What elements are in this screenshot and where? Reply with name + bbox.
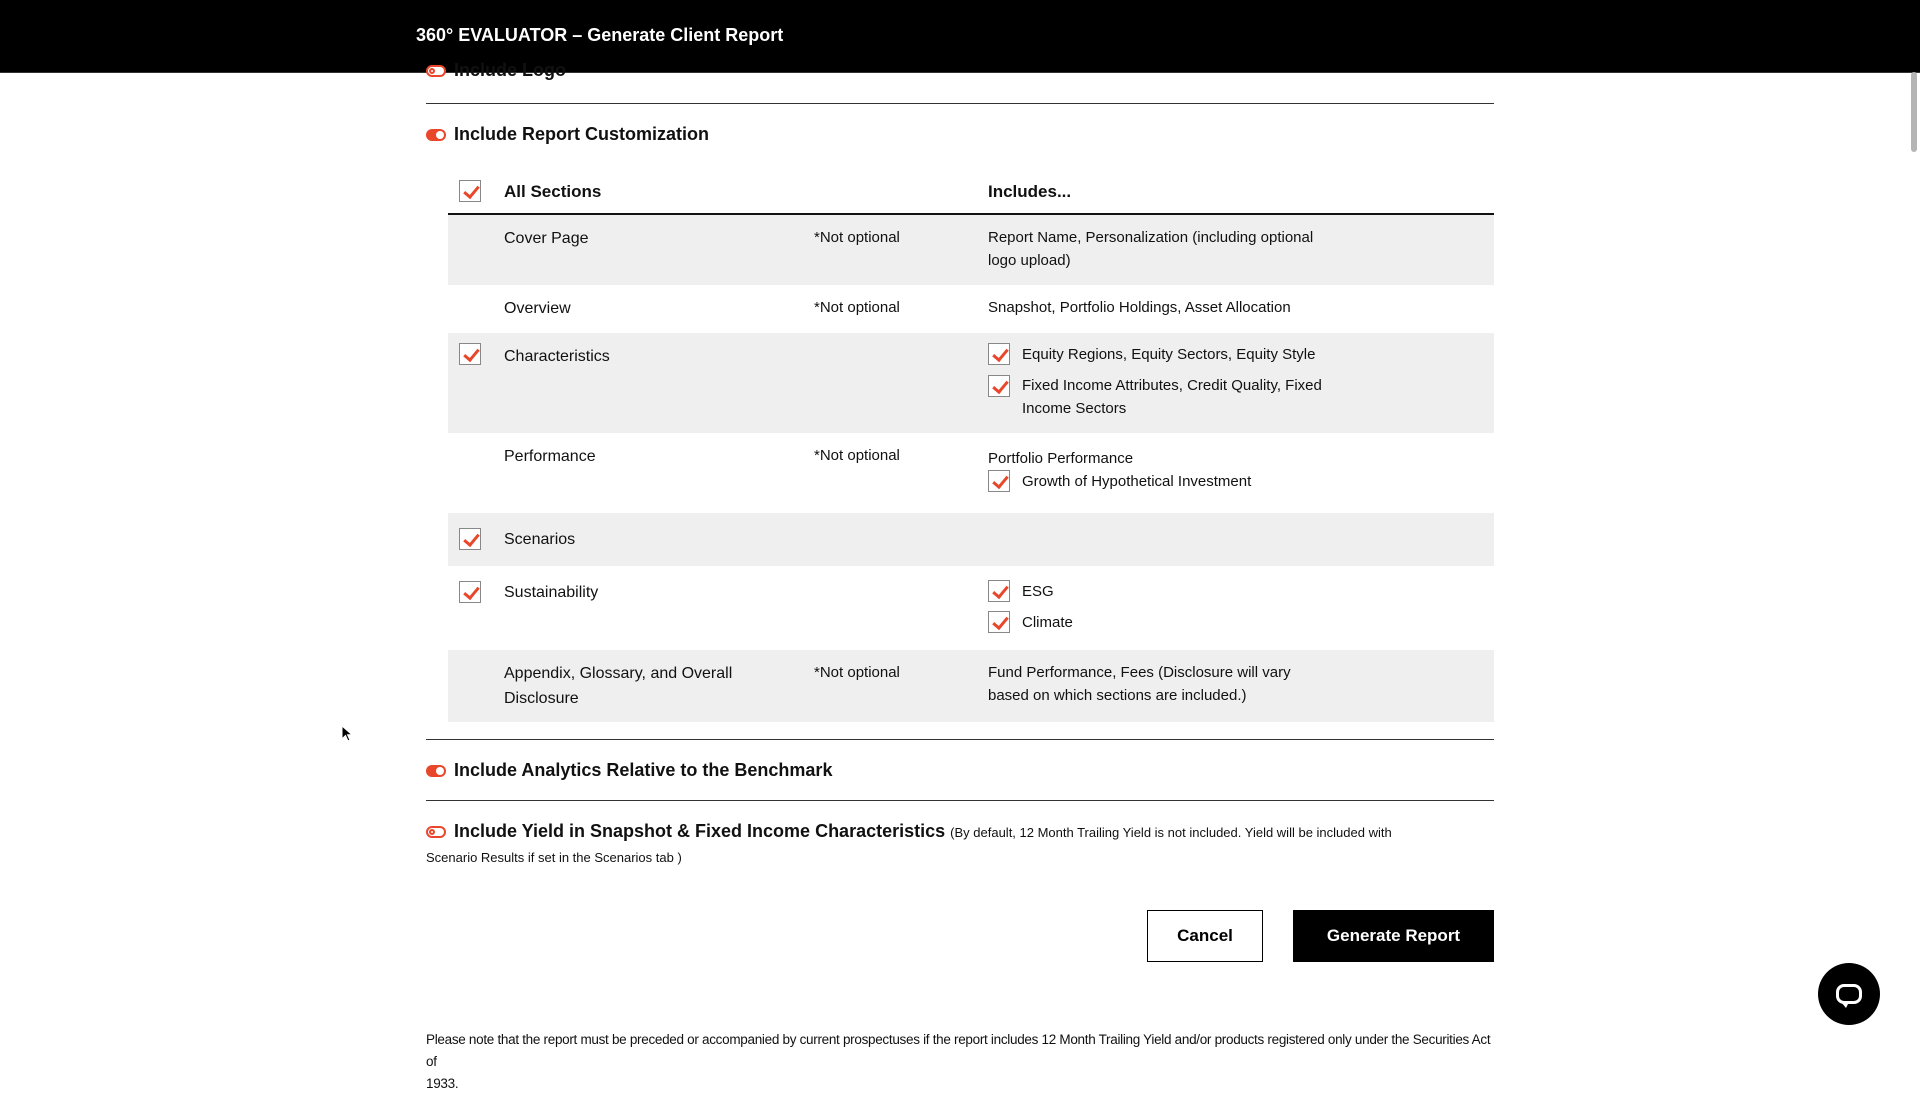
table-row-appendix	[448, 650, 1494, 722]
includes-text	[988, 661, 1291, 707]
divider	[426, 800, 1494, 801]
scenarios-checkbox[interactable]	[459, 528, 481, 550]
divider	[426, 103, 1494, 104]
includes-line: Report Name, Personalization (including optional	[988, 229, 1314, 246]
mouse-pointer-icon	[341, 725, 355, 743]
includes-line: logo upload)	[988, 252, 1071, 269]
table-row-scenarios	[448, 513, 1494, 566]
scrollbar-thumb[interactable]	[1911, 72, 1917, 152]
climate-checkbox[interactable]	[988, 611, 1010, 633]
prospectus-disclaimer	[426, 1029, 1494, 1095]
cancel-button[interactable]: Cancel	[1147, 910, 1263, 962]
all-sections-header: All Sections	[504, 182, 602, 201]
includes-item	[1022, 374, 1322, 420]
includes-header: Includes...	[988, 182, 1072, 201]
includes-text	[988, 226, 1313, 272]
generate-report-button[interactable]: Generate Report	[1293, 910, 1494, 962]
divider	[426, 739, 1494, 740]
section-name	[504, 661, 732, 711]
not-optional-note: *Not optional	[814, 447, 900, 464]
disclaimer-line: Please note that the report must be preceded or accompanied by current prospectuses if the report includes 12 Month Trailing Yield and/or products registered only under the Securities Act of	[426, 1032, 1491, 1069]
not-optional-note: *Not optional	[814, 664, 900, 681]
include-logo-toggle[interactable]	[426, 65, 446, 77]
section-name: Characteristics	[504, 348, 610, 365]
includes-line: Income Sectors	[1022, 400, 1127, 417]
includes-line: based on which sections are included.)	[988, 687, 1247, 704]
report-customization-toggle[interactable]	[426, 129, 446, 141]
all-sections-checkbox[interactable]	[459, 180, 481, 202]
yield-label: Include Yield in Snapshot & Fixed Income Characteristics	[454, 821, 946, 841]
section-name-line: Appendix, Glossary, and Overall	[504, 665, 733, 682]
table-row-cover-page	[448, 215, 1494, 285]
includes-item: Equity Regions, Equity Sectors, Equity Style	[1022, 346, 1316, 363]
table-header	[448, 170, 1494, 215]
section-name: Sustainability	[504, 584, 599, 601]
page-scrollbar[interactable]	[1910, 72, 1918, 1070]
chat-button[interactable]	[1818, 963, 1880, 1025]
include-analytics-benchmark-option[interactable]	[426, 760, 832, 781]
includes-text: Snapshot, Portfolio Holdings, Asset Allocation	[988, 299, 1291, 316]
includes-text: Portfolio Performance	[988, 450, 1134, 467]
yield-note: (By default, 12 Month Trailing Yield is not included. Yield will be included with	[950, 825, 1392, 840]
includes-line: Fixed Income Attributes, Credit Quality, Fixed	[1022, 377, 1322, 394]
include-yield-option[interactable]	[426, 821, 1392, 842]
include-logo-label: Include Logo	[454, 60, 566, 80]
yield-note-continued: Scenario Results if set in the Scenarios tab )	[426, 850, 682, 865]
disclaimer-line: 1933.	[426, 1076, 459, 1091]
not-optional-note: *Not optional	[814, 299, 900, 316]
esg-checkbox[interactable]	[988, 580, 1010, 602]
top-bar	[0, 0, 1920, 73]
section-name-line: Disclosure	[504, 690, 579, 707]
include-report-customization-option[interactable]	[426, 124, 709, 145]
section-name: Performance	[504, 448, 596, 465]
equity-checkbox[interactable]	[988, 343, 1010, 365]
table-row-performance	[448, 433, 1494, 513]
includes-item: ESG	[1022, 583, 1054, 600]
sustainability-checkbox[interactable]	[459, 581, 481, 603]
includes-line: Fund Performance, Fees (Disclosure will vary	[988, 664, 1291, 681]
not-optional-note: *Not optional	[814, 229, 900, 246]
table-row-overview	[448, 285, 1494, 333]
include-logo-option[interactable]	[426, 60, 566, 84]
report-customization-label: Include Report Customization	[454, 124, 710, 144]
section-name: Scenarios	[504, 531, 576, 548]
table-row-sustainability	[448, 566, 1494, 650]
page-title: 360° EVALUATOR – Generate Client Report	[416, 25, 784, 45]
analytics-benchmark-label: Include Analytics Relative to the Benchmark	[454, 760, 833, 780]
yield-toggle[interactable]	[426, 826, 446, 838]
characteristics-checkbox[interactable]	[459, 343, 481, 365]
growth-checkbox[interactable]	[988, 470, 1010, 492]
section-name: Overview	[504, 300, 571, 317]
chat-bubble-icon	[1836, 984, 1862, 1004]
section-name: Cover Page	[504, 230, 589, 247]
includes-item: Climate	[1022, 614, 1073, 631]
fixed-income-checkbox[interactable]	[988, 375, 1010, 397]
analytics-benchmark-toggle[interactable]	[426, 765, 446, 777]
includes-item: Growth of Hypothetical Investment	[1022, 473, 1252, 490]
table-row-characteristics	[448, 333, 1494, 433]
